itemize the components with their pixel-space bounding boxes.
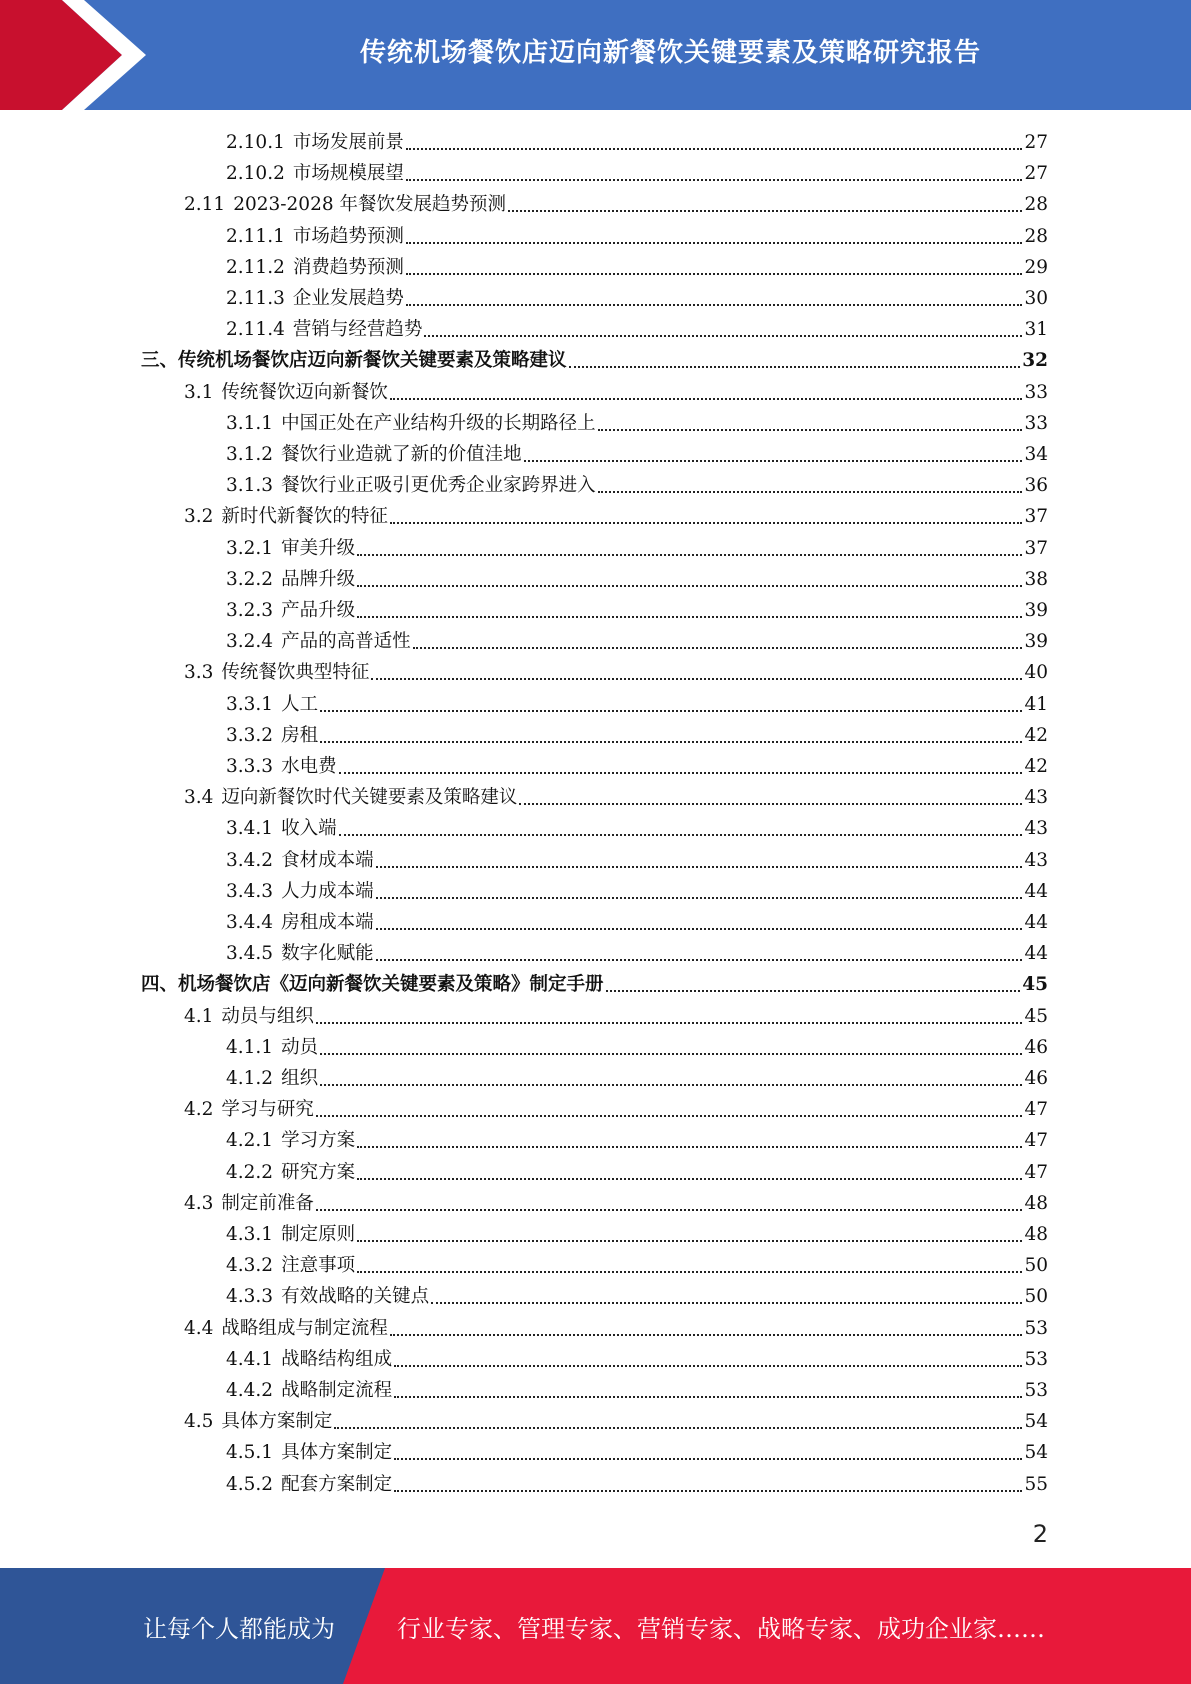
toc-entry-title: 房租 (281, 724, 319, 746)
toc-entry[interactable] (226, 408, 1048, 439)
toc-entry[interactable] (226, 221, 1048, 252)
toc-entry[interactable] (226, 689, 1048, 720)
toc-entry-title: 制定前准备 (221, 1192, 314, 1214)
toc-entry-title: 收入端 (281, 818, 337, 840)
toc-entry[interactable] (226, 1250, 1048, 1281)
toc-entry-page: 43 (1024, 818, 1048, 840)
toc-dot-leader (406, 127, 1023, 158)
toc-entry[interactable] (226, 1469, 1048, 1500)
toc-entry-title: 具体方案制定 (221, 1411, 333, 1433)
toc-entry[interactable] (226, 252, 1048, 283)
toc-entry-title: 机场餐饮店《迈向新餐饮关键要素及策略》制定手册 (178, 974, 604, 996)
page-footer (0, 1568, 1191, 1684)
toc-entry-number: 4.4 (184, 1317, 214, 1339)
toc-entry[interactable] (226, 1344, 1048, 1375)
toc-entry-page: 27 (1024, 132, 1048, 153)
toc-entry-number: 4.1.2 (226, 1068, 274, 1089)
toc-dot-leader (320, 689, 1022, 720)
toc-entry-title: 注意事项 (281, 1255, 356, 1277)
toc-entry[interactable] (226, 938, 1048, 969)
toc-entry[interactable] (226, 1281, 1048, 1312)
toc-entry[interactable] (141, 345, 1048, 376)
toc-entry-title: 研究方案 (281, 1161, 356, 1183)
toc-entry-number: 4.3 (184, 1192, 214, 1214)
toc-entry-number: 3.2.3 (226, 600, 274, 621)
toc-entry-number: 3.2.1 (226, 537, 274, 559)
toc-entry-page: 40 (1024, 662, 1048, 684)
toc-entry[interactable] (226, 626, 1048, 657)
toc-entry-page: 48 (1024, 1192, 1048, 1214)
toc-entry-page: 54 (1024, 1411, 1048, 1433)
toc-entry-page: 28 (1024, 194, 1048, 216)
toc-entry-title: 餐饮行业正吸引更优秀企业家跨界进入 (281, 475, 596, 497)
toc-entry[interactable] (226, 751, 1048, 782)
toc-dot-leader (320, 1032, 1022, 1063)
toc-entry-title: 传统餐饮典型特征 (221, 662, 370, 684)
toc-entry[interactable] (184, 377, 1048, 408)
toc-entry-title: 人力成本端 (281, 880, 374, 902)
toc-entry-page: 33 (1024, 412, 1048, 434)
toc-entry-number: 4.3.1 (226, 1224, 274, 1245)
toc-dot-leader (357, 1157, 1022, 1188)
toc-dot-leader (376, 938, 1023, 969)
toc-entry-number: 3.4.5 (226, 943, 274, 965)
toc-entry[interactable] (226, 1157, 1048, 1188)
toc-dot-leader (519, 782, 1022, 813)
footer-slogan-left: 让每个人都能成为 (143, 1614, 335, 1643)
toc-entry-title: 2023-2028 年餐饮发展趋势预测 (233, 194, 506, 216)
toc-entry-number: 4.5 (184, 1411, 214, 1433)
toc-dot-leader (357, 1250, 1022, 1281)
toc-entry[interactable] (184, 189, 1048, 220)
toc-entry-page: 43 (1024, 849, 1048, 871)
toc-dot-leader (606, 969, 1021, 1000)
page-number: 2 (1032, 1520, 1048, 1548)
toc-dot-leader (376, 845, 1023, 876)
toc-dot-leader (316, 1188, 1023, 1219)
toc-entry-title: 学习方案 (281, 1130, 356, 1152)
toc-entry[interactable] (226, 158, 1048, 189)
toc-entry[interactable] (141, 969, 1048, 1000)
toc-entry-page: 43 (1024, 787, 1048, 809)
toc-dot-leader (394, 1437, 1022, 1468)
toc-dot-leader (406, 252, 1023, 283)
toc-entry-title: 传统机场餐饮店迈向新餐饮关键要素及策略建议 (178, 350, 567, 372)
toc-entry-page: 47 (1024, 1130, 1048, 1152)
toc-entry-number: 4.2.2 (226, 1161, 274, 1183)
toc-entry-title: 迈向新餐饮时代关键要素及策略建议 (221, 787, 518, 809)
toc-entry-number: 4.1 (184, 1005, 214, 1027)
toc-entry-number: 3.2.4 (226, 631, 274, 653)
toc-entry[interactable] (226, 1437, 1048, 1468)
toc-dot-leader (598, 470, 1023, 501)
toc-entry-page: 28 (1024, 225, 1048, 247)
toc-entry-page: 45 (1022, 974, 1048, 996)
page-header (0, 0, 1191, 110)
toc-entry[interactable] (184, 1313, 1048, 1344)
toc-dot-leader (320, 720, 1022, 751)
toc-entry[interactable] (184, 782, 1048, 813)
toc-entry-page: 50 (1024, 1286, 1048, 1308)
toc-entry-title: 战略组成与制定流程 (221, 1317, 388, 1339)
toc-entry-title: 企业发展趋势 (292, 288, 404, 309)
toc-entry-page: 53 (1024, 1348, 1048, 1370)
toc-entry-number: 4.5.2 (226, 1473, 274, 1495)
header-arrow-decoration (0, 0, 170, 110)
toc-entry-number: 4.4.1 (226, 1348, 274, 1370)
toc-dot-leader (424, 314, 1022, 345)
toc-dot-leader (394, 1344, 1022, 1375)
toc-entry-page: 39 (1024, 600, 1048, 621)
report-title: 传统机场餐饮店迈向新餐饮关键要素及策略研究报告 (359, 37, 981, 68)
toc-entry-page: 55 (1024, 1473, 1048, 1495)
toc-dot-leader (316, 1001, 1023, 1032)
toc-entry[interactable] (226, 876, 1048, 907)
toc-entry-number: 3.4.4 (226, 912, 274, 933)
toc-entry-number: 3.4.1 (226, 818, 274, 840)
toc-dot-leader (371, 657, 1022, 688)
toc-dot-leader (394, 1469, 1022, 1500)
toc-entry-number: 2.11.2 (226, 256, 285, 278)
toc-entry-page: 30 (1024, 288, 1048, 309)
toc-entry-page: 37 (1024, 506, 1048, 528)
toc-entry-number: 3.4.3 (226, 880, 274, 902)
toc-entry-page: 36 (1024, 475, 1048, 497)
toc-entry-number: 2.10.2 (226, 163, 285, 185)
toc-dot-leader (376, 876, 1023, 907)
toc-dot-leader (357, 564, 1022, 595)
toc-entry-title: 餐饮行业造就了新的价值洼地 (281, 444, 522, 465)
toc-entry-title: 市场规模展望 (292, 163, 404, 185)
toc-entry-number: 3.2.2 (226, 568, 274, 590)
toc-entry-page: 27 (1024, 163, 1048, 185)
toc-dot-leader (320, 1063, 1022, 1094)
toc-entry[interactable] (226, 1063, 1048, 1094)
toc-entry-title: 具体方案制定 (281, 1442, 393, 1464)
toc-entry-number: 3.3.2 (226, 724, 274, 746)
toc-entry[interactable] (226, 470, 1048, 501)
toc-entry-number: 2.11.1 (226, 225, 285, 247)
toc-dot-leader (569, 345, 1021, 376)
toc-entry-page: 44 (1024, 943, 1048, 965)
toc-entry-page: 47 (1024, 1099, 1048, 1121)
toc-entry-number: 4.2.1 (226, 1130, 274, 1152)
toc-entry-number: 3.4.2 (226, 849, 274, 871)
toc-entry-page: 33 (1024, 381, 1048, 403)
toc-entry-title: 消费趋势预测 (292, 256, 404, 278)
toc-entry[interactable] (226, 720, 1048, 751)
toc-entry-page: 53 (1024, 1317, 1048, 1339)
toc-entry-page: 46 (1024, 1036, 1048, 1058)
toc-dot-leader (357, 595, 1022, 626)
toc-entry-title: 学习与研究 (221, 1099, 314, 1121)
toc-dot-leader (357, 1125, 1022, 1156)
toc-entry-page: 46 (1024, 1068, 1048, 1089)
toc-entry-number: 2.10.1 (226, 132, 285, 153)
toc-entry-title: 人工 (281, 693, 319, 715)
toc-dot-leader (524, 439, 1023, 470)
toc-entry-title: 战略结构组成 (281, 1348, 393, 1370)
toc-entry-number: 4.2 (184, 1099, 214, 1121)
toc-entry-number: 4.3.2 (226, 1255, 274, 1277)
toc-entry[interactable] (184, 1406, 1048, 1437)
toc-entry-title: 品牌升级 (281, 568, 356, 590)
toc-dot-leader (376, 907, 1023, 938)
toc-entry[interactable] (226, 813, 1048, 844)
toc-entry-title: 传统餐饮迈向新餐饮 (221, 381, 388, 403)
toc-dot-leader (413, 626, 1023, 657)
toc-entry[interactable] (226, 564, 1048, 595)
toc-entry-page: 47 (1024, 1161, 1048, 1183)
toc-entry-page: 32 (1022, 350, 1048, 372)
toc-entry-title: 产品升级 (281, 600, 356, 621)
toc-entry-number: 四、 (141, 974, 179, 996)
toc-entry-number: 3.3 (184, 662, 214, 684)
toc-entry-number: 3.3.1 (226, 693, 274, 715)
toc-dot-leader (508, 189, 1022, 220)
toc-entry-number: 4.1.1 (226, 1036, 274, 1058)
toc-entry-number: 3.1.2 (226, 444, 274, 465)
toc-entry-title: 动员与组织 (221, 1005, 314, 1027)
footer-slogan-right: 行业专家、管理专家、营销专家、战略专家、成功企业家…… (397, 1614, 1045, 1643)
toc-entry-number: 三、 (141, 350, 179, 372)
toc-entry[interactable] (226, 845, 1048, 876)
toc-entry-number: 2.11.4 (226, 319, 285, 341)
toc-entry[interactable] (184, 1188, 1048, 1219)
toc-entry-title: 数字化赋能 (281, 943, 374, 965)
toc-entry[interactable] (184, 501, 1048, 532)
toc-dot-leader (406, 283, 1023, 314)
toc-entry-number: 4.3.3 (226, 1286, 274, 1308)
toc-dot-leader (334, 1406, 1022, 1437)
toc-entry[interactable] (226, 533, 1048, 564)
toc-entry[interactable] (226, 595, 1048, 626)
toc-entry-page: 39 (1024, 631, 1048, 653)
toc-entry-title: 动员 (281, 1036, 319, 1058)
toc-entry-title: 配套方案制定 (281, 1473, 393, 1495)
toc-entry-number: 4.5.1 (226, 1442, 274, 1464)
toc-entry-number: 3.1.1 (226, 412, 274, 434)
toc-entry-number: 3.3.3 (226, 756, 274, 777)
toc-entry-number: 3.1.3 (226, 475, 274, 497)
toc-entry-page: 41 (1024, 693, 1048, 715)
toc-dot-leader (357, 1219, 1022, 1250)
toc-dot-leader (390, 377, 1023, 408)
toc-entry-page: 45 (1024, 1005, 1048, 1027)
toc-entry[interactable] (226, 127, 1048, 158)
toc-dot-leader (431, 1281, 1022, 1312)
toc-entry-page: 37 (1024, 537, 1048, 559)
toc-dot-leader (339, 751, 1023, 782)
toc-entry-title: 组织 (281, 1068, 319, 1089)
toc-entry-page: 48 (1024, 1224, 1048, 1245)
toc-entry[interactable] (226, 1032, 1048, 1063)
toc-entry-title: 营销与经营趋势 (292, 319, 423, 341)
toc-entry-title: 制定原则 (281, 1224, 356, 1245)
toc-entry-page: 50 (1024, 1255, 1048, 1277)
toc-entry[interactable] (226, 907, 1048, 938)
toc-entry-page: 44 (1024, 912, 1048, 933)
toc-dot-leader (357, 533, 1022, 564)
toc-entry-page: 34 (1024, 444, 1048, 465)
toc-entry[interactable] (226, 283, 1048, 314)
toc-entry-title: 房租成本端 (281, 912, 374, 933)
toc-dot-leader (390, 501, 1023, 532)
toc-entry-number: 3.1 (184, 381, 214, 403)
toc-entry-page: 53 (1024, 1380, 1048, 1401)
toc-entry[interactable] (184, 657, 1048, 688)
toc-entry-page: 29 (1024, 256, 1048, 278)
toc-entry-title: 审美升级 (281, 537, 356, 559)
toc-entry-number: 3.4 (184, 787, 214, 809)
toc-entry-page: 54 (1024, 1442, 1048, 1464)
toc-entry-number: 4.4.2 (226, 1380, 274, 1401)
toc-entry-page: 31 (1024, 319, 1048, 341)
toc-entry-number: 2.11.3 (226, 288, 285, 309)
toc-dot-leader (406, 221, 1023, 252)
toc-dot-leader (406, 158, 1023, 189)
toc-entry-page: 38 (1024, 568, 1048, 590)
toc-entry[interactable] (226, 1219, 1048, 1250)
toc-dot-leader (316, 1094, 1023, 1125)
toc-entry-page: 42 (1024, 724, 1048, 746)
toc-entry-number: 3.2 (184, 506, 214, 528)
toc-dot-leader (339, 813, 1023, 844)
toc-dot-leader (394, 1375, 1022, 1406)
toc-entry-title: 市场发展前景 (292, 132, 404, 153)
toc-entry-title: 新时代新餐饮的特征 (221, 506, 388, 528)
toc-entry-title: 市场趋势预测 (292, 225, 404, 247)
toc-entry-page: 42 (1024, 756, 1048, 777)
toc-entry[interactable] (226, 314, 1048, 345)
toc-entry[interactable] (226, 1375, 1048, 1406)
toc-entry-title: 有效战略的关键点 (281, 1286, 430, 1308)
toc-entry-number: 2.11 (184, 194, 226, 216)
toc-entry-title: 产品的高普适性 (281, 631, 411, 653)
toc-entry-title: 中国正处在产业结构升级的长期路径上 (281, 412, 596, 434)
toc-entry[interactable] (184, 1001, 1048, 1032)
toc-entry[interactable] (226, 1125, 1048, 1156)
toc-entry-title: 战略制定流程 (281, 1380, 393, 1401)
toc-dot-leader (390, 1313, 1023, 1344)
toc-entry-title: 水电费 (281, 756, 337, 777)
toc-entry[interactable] (226, 439, 1048, 470)
toc-entry-title: 食材成本端 (281, 849, 374, 871)
toc-entry-page: 44 (1024, 880, 1048, 902)
toc-dot-leader (598, 408, 1023, 439)
toc-entry[interactable] (184, 1094, 1048, 1125)
